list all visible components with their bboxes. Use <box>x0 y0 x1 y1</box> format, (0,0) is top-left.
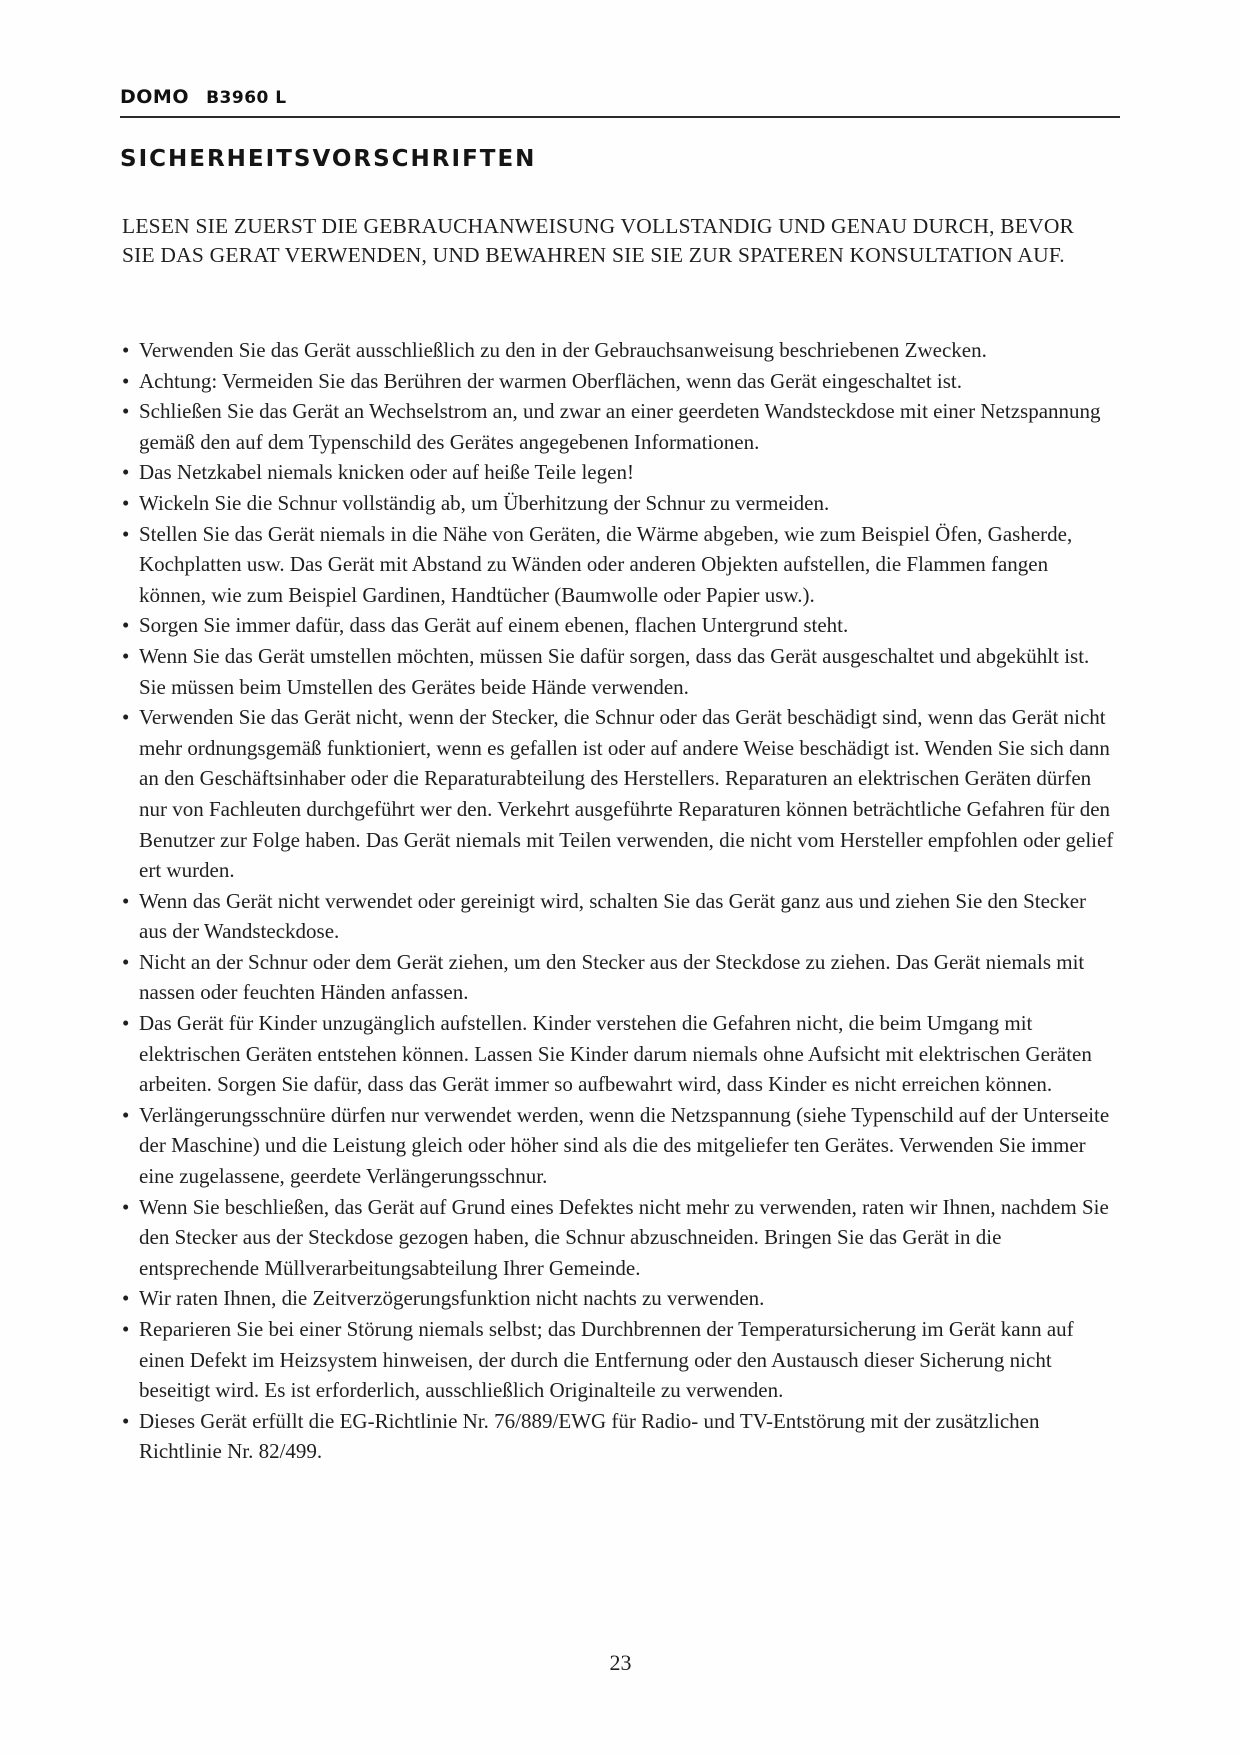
safety-rule: • Stellen Sie das Gerät niemals in die Nähe von Geräten, die Wärme abgeben, wie zum Beispiel Öfen, Gasherde, Kochplatten usw. Das Gerät mit Abstand zu Wänden oder anderen Objekten aufstellen, die Flammen fangen können, wie zum Beispiel Gardinen, Handtücher (Baumwolle oder Papier usw.). <box>122 519 1117 611</box>
safety-rule: • Verwenden Sie das Gerät nicht, wenn der Stecker, die Schnur oder das Gerät beschädigt sind, wenn das Gerät nicht mehr ordnungsgemäß funktioniert, wenn es gefallen ist oder auf andere Weise beschädigt ist. Wenden Sie sich dann an den Geschäftsinhaber oder die Reparaturabteilung des Herstellers. Reparaturen an elektrischen Geräten dürfen nur von Fachleuten durchgeführt wer den. Verkehrt ausgeführte Reparaturen können beträchtliche Gefahren für den Benutzer zur Folge haben. Das Gerät niemals mit Teilen verwenden, die nicht vom Hersteller empfohlen oder gelief ert wurden. <box>122 702 1117 886</box>
page-number: 23 <box>609 1650 632 1675</box>
safety-rule: • Das Netzkabel niemals knicken oder auf heiße Teile legen! <box>122 457 1117 488</box>
brand-logo: DOMO <box>120 86 189 108</box>
safety-rule: • Schließen Sie das Gerät an Wechselstrom an, und zwar an einer geerdeten Wandsteckdose mit einer Netzspannung gemäß den auf dem Typenschild des Gerätes angegebenen Informationen. <box>122 396 1117 457</box>
safety-rule: • Dieses Gerät erfüllt die EG-Richtlinie Nr. 76/889/EWG für Radio- und TV-Entstörung mit der zusätzlichen Richtlinie Nr. 82/499. <box>122 1406 1117 1467</box>
model-number: B3960 L <box>206 88 287 108</box>
safety-rule: • Wenn das Gerät nicht verwendet oder gereinigt wird, schalten Sie das Gerät ganz aus und ziehen Sie den Stecker aus der Wandsteckdose. <box>122 886 1117 947</box>
safety-rule: • Nicht an der Schnur oder dem Gerät ziehen, um den Stecker aus der Steckdose zu ziehen. Das Gerät niemals mit nassen oder feuchten Händen anfassen. <box>122 947 1117 1008</box>
safety-rule: • Sorgen Sie immer dafür, dass das Gerät auf einem ebenen, flachen Untergrund steht. <box>122 610 1117 641</box>
safety-rules-list <box>122 335 1117 1467</box>
page-header <box>120 86 1120 118</box>
safety-rule: • Das Gerät für Kinder unzugänglich aufstellen. Kinder verstehen die Gefahren nicht, die beim Umgang mit elektrischen Geräten entstehen können. Lassen Sie Kinder darum niemals ohne Aufsicht mit elektrischen Geräten arbeiten. Sorgen Sie dafür, dass das Gerät immer so aufbewahrt wird, dass Kinder es nicht erreichen können. <box>122 1008 1117 1100</box>
section-title: SICHERHEITSVORSCHRIFTEN <box>120 146 537 172</box>
safety-rule: • Reparieren Sie bei einer Störung niemals selbst; das Durchbrennen der Temperatursicherung im Gerät kann auf einen Defekt im Heizsystem hinweisen, der durch die Entfernung oder den Austausch dieser Sicherung nicht beseitigt wird. Es ist erforderlich, ausschließlich Originalteile zu verwenden. <box>122 1314 1117 1406</box>
safety-rule: • Verlängerungsschnüre dürfen nur verwendet werden, wenn die Netzspannung (siehe Typenschild auf der Unterseite der Maschine) und die Leistung gleich oder höher sind als die des mitgeliefer ten Gerätes. Verwenden Sie immer eine zugelassene, geerdete Verlängerungsschnur. <box>122 1100 1117 1192</box>
safety-rule: • Achtung: Vermeiden Sie das Berühren der warmen Oberflächen, wenn das Gerät eingeschaltet ist. <box>122 366 1117 397</box>
safety-rule: • Wenn Sie beschließen, das Gerät auf Grund eines Defektes nicht mehr zu verwenden, raten wir Ihnen, nachdem Sie den Stecker aus der Steckdose gezogen haben, die Schnur abzuschneiden. Bringen Sie das Gerät in die entsprechende Müllverarbeitungsabteilung Ihrer Gemeinde. <box>122 1192 1117 1284</box>
safety-rule: • Wickeln Sie die Schnur vollständig ab, um Überhitzung der Schnur zu vermeiden. <box>122 488 1117 519</box>
safety-rule: • Wenn Sie das Gerät umstellen möchten, müssen Sie dafür sorgen, dass das Gerät ausgeschaltet und abgekühlt ist. Sie müssen beim Umstellen des Gerätes beide Hände verwenden. <box>122 641 1117 702</box>
intro-warning: LESEN SIE ZUERST DIE GEBRAUCHANWEISUNG VOLLSTANDIG UND GENAU DURCH, BEVOR SIE DAS GERAT VERWENDEN, UND BEWAHREN SIE SIE ZUR SPATEREN KONSULTATION AUF. <box>122 214 1075 267</box>
safety-rule: • Wir raten Ihnen, die Zeitverzögerungsfunktion nicht nachts zu verwenden. <box>122 1283 1117 1314</box>
safety-rule: • Verwenden Sie das Gerät ausschließlich zu den in der Gebrauchsanweisung beschriebenen Zwecken. <box>122 335 1117 366</box>
